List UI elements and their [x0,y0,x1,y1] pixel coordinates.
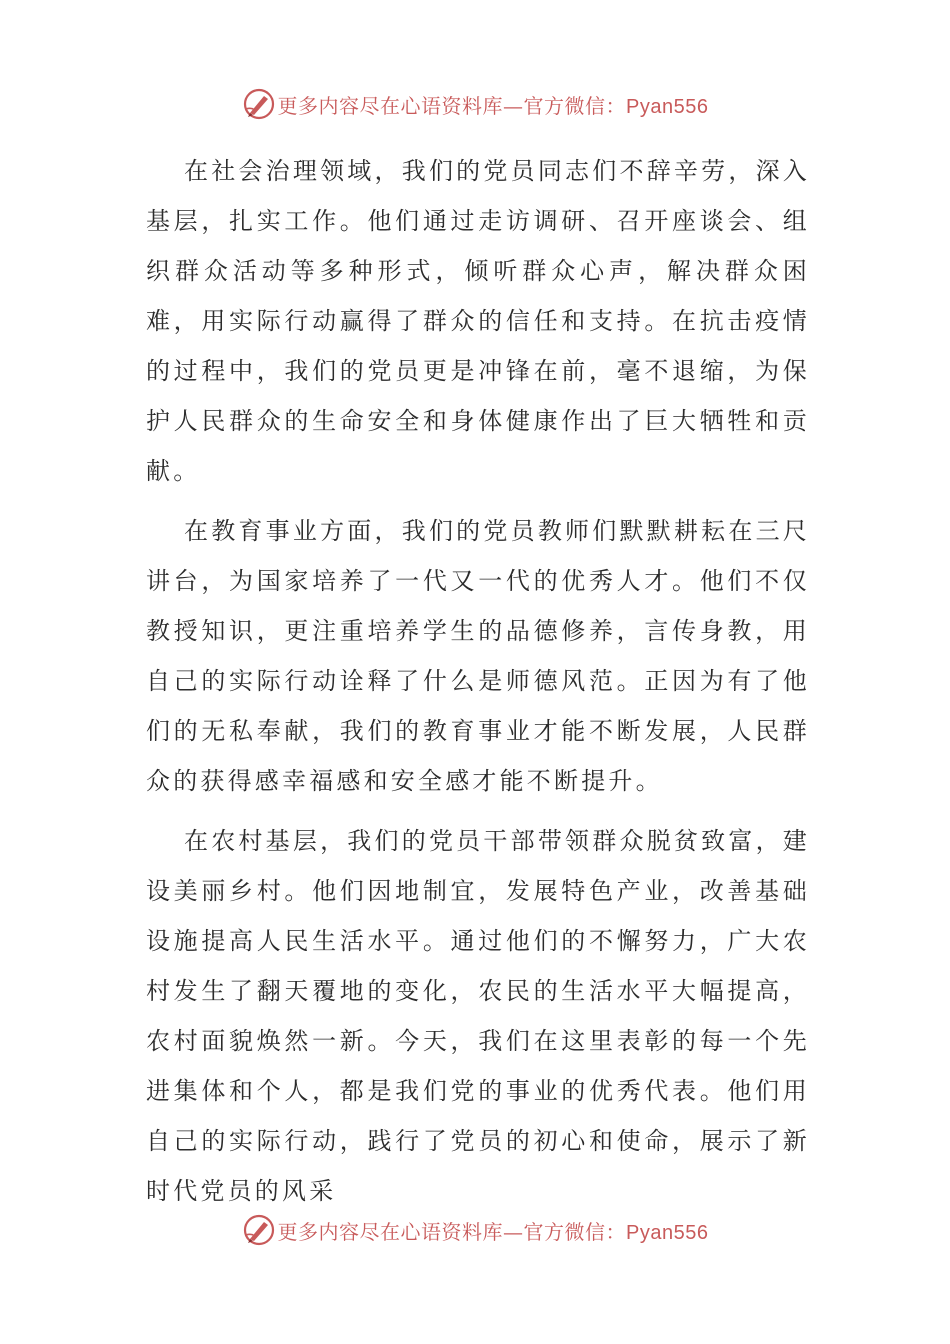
header-wechat-id: Pyan556 [626,95,709,118]
footer-banner-text [278,1216,709,1245]
header-banner-text [278,90,709,119]
footer-banner-label: 更多内容尽在心语资料库—官方微信： [277,1219,627,1244]
paragraph-rural: 在农村基层，我们的党员干部带领群众脱贫致富，建设美丽乡村。他们因地制宜，发展特色产业，改善基础设施提高人民生活水平。通过他们的不懈努力，广大农村发生了翻天覆地的变化，农民的生活水平大幅提高，农村面貌焕然一新。今天，我们在这里表彰的每一个先进集体和个人，都是我们党的事业的优秀代表。他们用自己的实际行动，践行了党员的初心和使命，展示了新时代党员的风采 [146,827,810,1205]
footer-wechat-id: Pyan556 [626,1221,709,1244]
paragraph-social-governance: 在社会治理领域，我们的党员同志们不辞辛劳，深入基层，扎实工作。他们通过走访调研、召开座谈会、组织群众活动等多种形式，倾听群众心声，解决群众困难，用实际行动赢得了群众的信任和支持。在抗击疫情的过程中，我们的党员更是冲锋在前，毫不退缩，为保护人民群众的生命安全和身体健康作出了巨大牺牲和贡献。 [146,157,810,485]
header-banner-label: 更多内容尽在心语资料库—官方微信： [277,93,627,118]
pen-logo-icon [242,87,276,121]
footer-banner [0,1208,950,1252]
document-body [146,146,810,1226]
header-banner [0,82,950,126]
pen-logo-icon [242,1213,276,1247]
paragraph-education: 在教育事业方面，我们的党员教师们默默耕耘在三尺讲台，为国家培养了一代又一代的优秀人才。他们不仅教授知识，更注重培养学生的品德修养，言传身教，用自己的实际行动诠释了什么是师德风范。正因为有了他们的无私奉献，我们的教育事业才能不断发展，人民群众的获得感幸福感和安全感才能不断提升。 [146,517,810,795]
